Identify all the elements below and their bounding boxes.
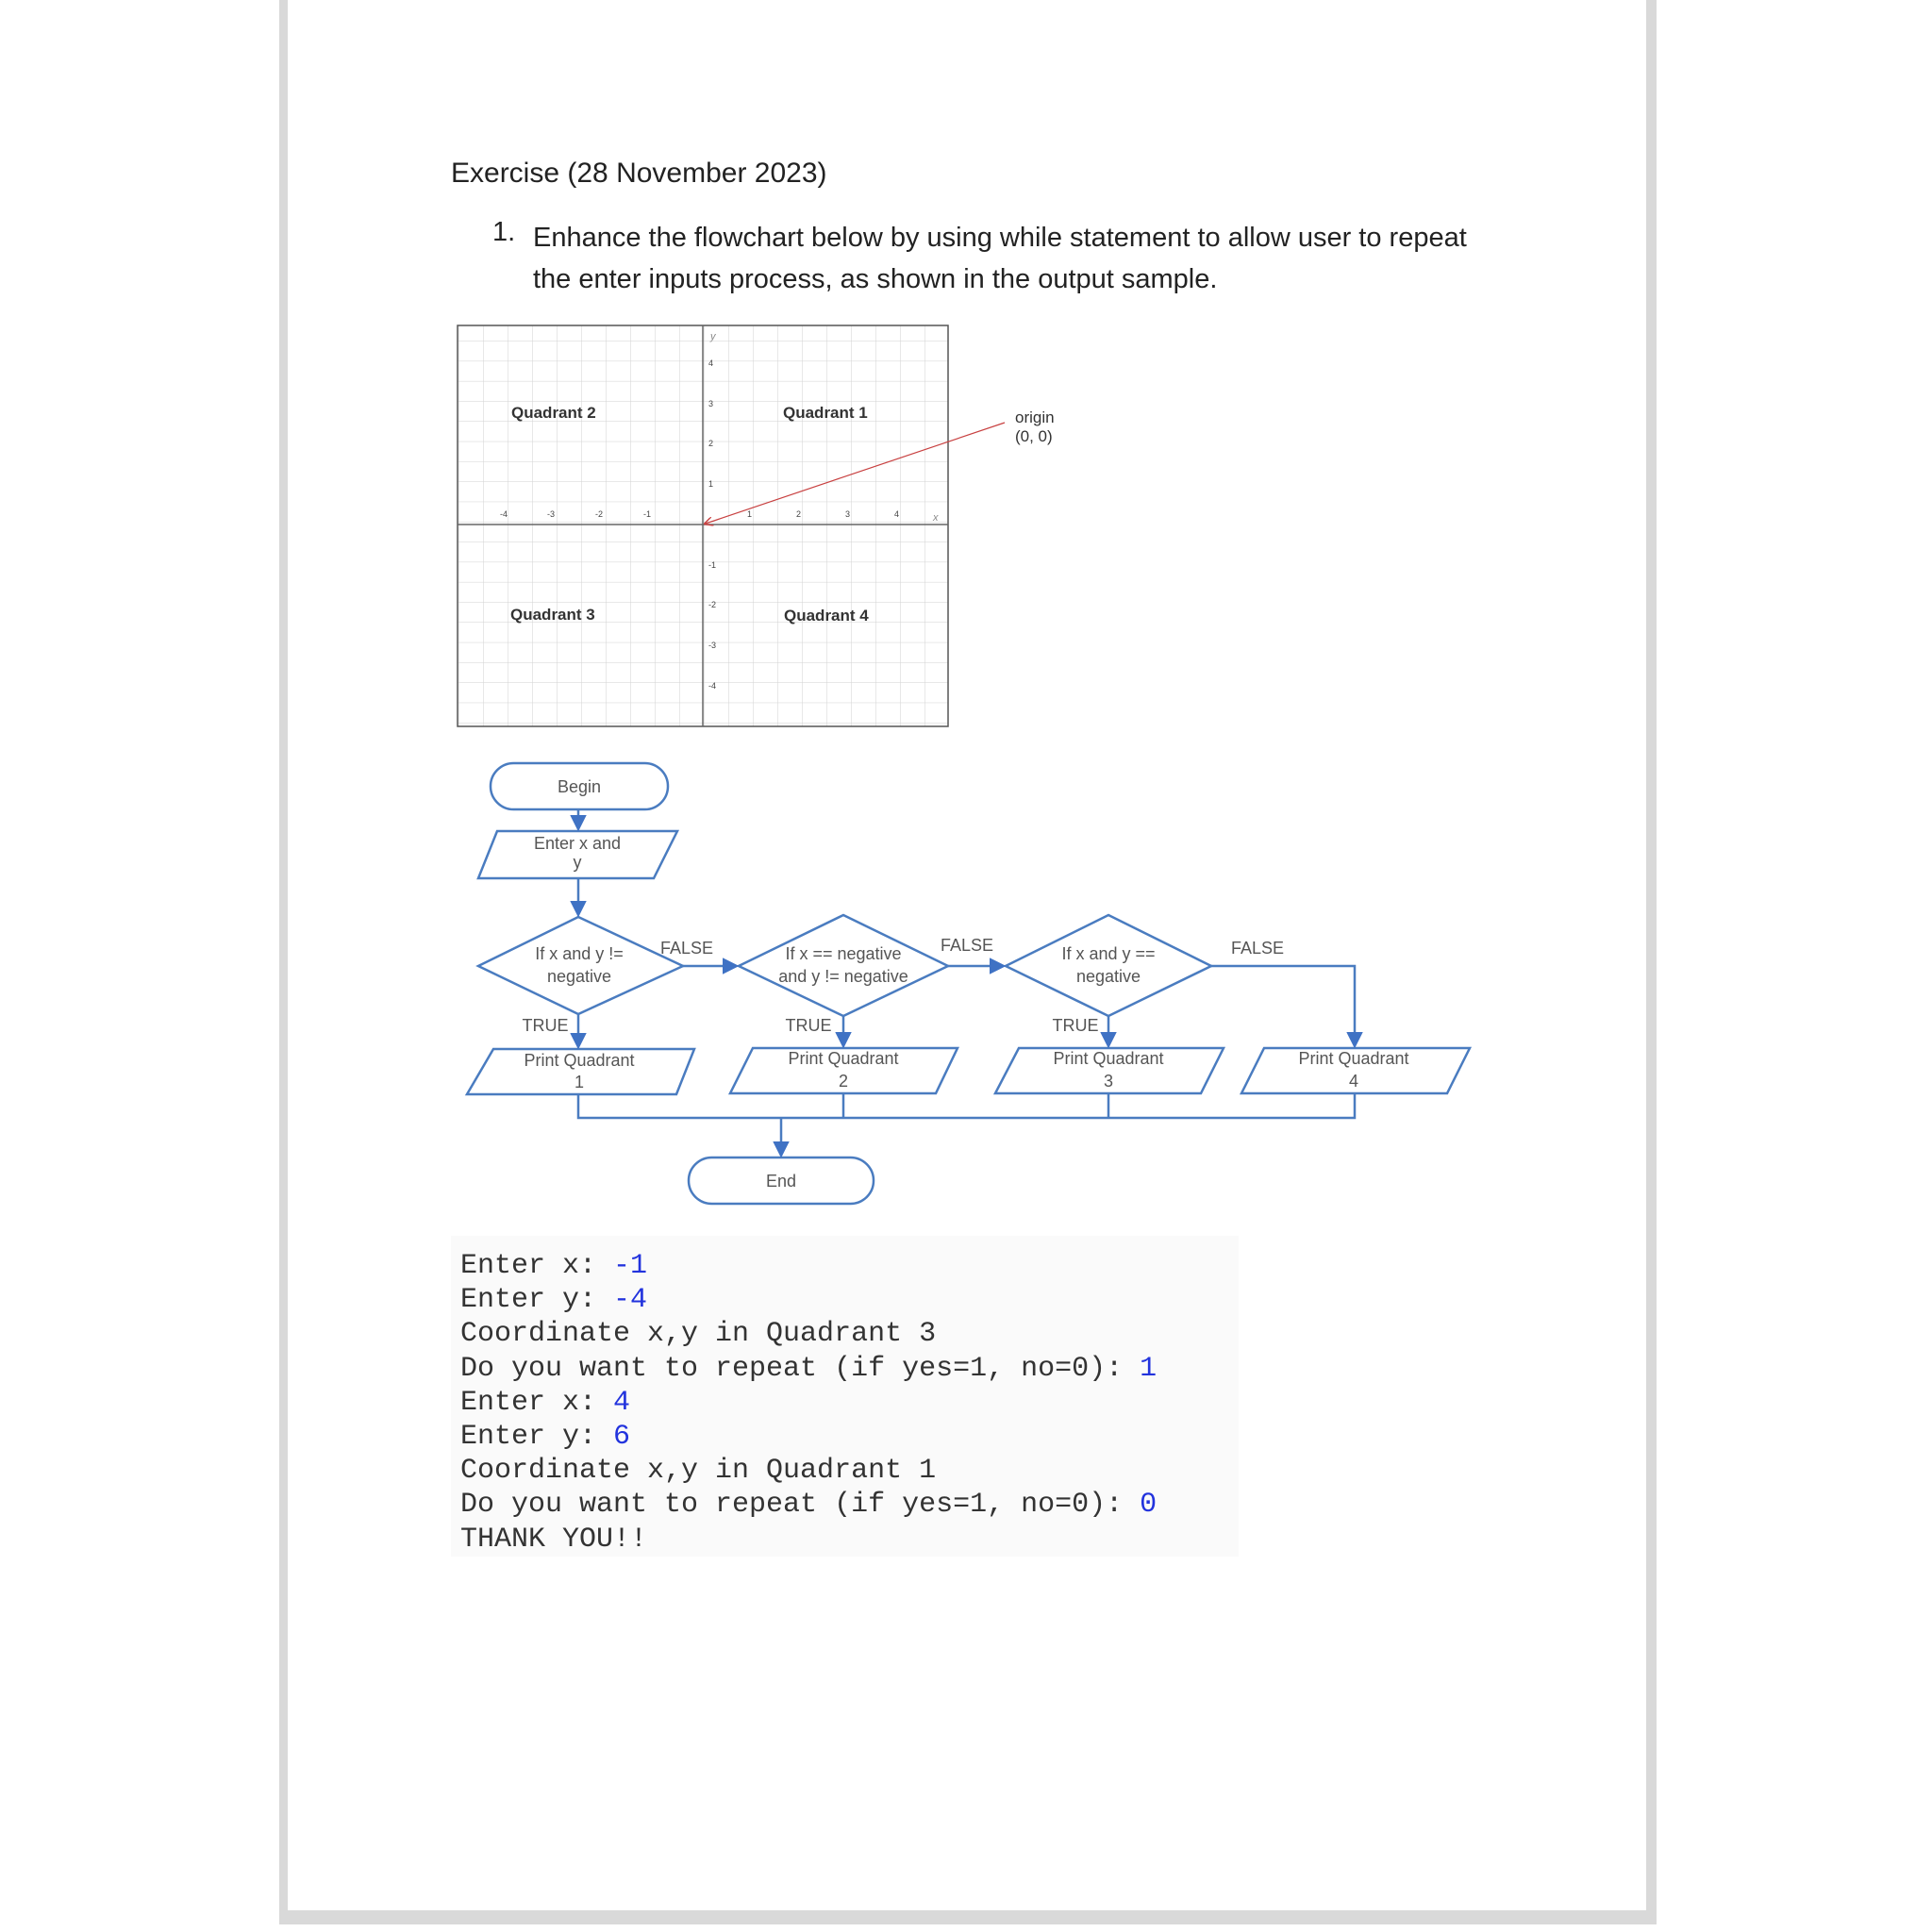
output-line (460, 1420, 1239, 1454)
print1-number: 1 (574, 1073, 585, 1091)
y-tick-3: 3 (708, 399, 714, 408)
exercise-heading: Exercise (28 November 2023) (451, 158, 827, 189)
output-line (460, 1386, 1239, 1420)
output-line (460, 1454, 1239, 1488)
output-line (460, 1523, 1239, 1557)
x-tick-neg-3: -3 (547, 509, 556, 519)
begin-text: Begin (557, 777, 602, 796)
decision1-text-line1: If x and y != (535, 944, 624, 963)
input-text-line1: Enter x and (533, 834, 622, 853)
decision2-text-line1: If x == negative (785, 944, 902, 963)
output-line-text: Do you want to repeat (if yes=1, no=0): (460, 1489, 1141, 1522)
y-axis-label: y (710, 331, 716, 342)
flowchart-labels (523, 777, 1409, 1191)
quadrant-4-label: Quadrant 4 (784, 607, 869, 625)
decision3-text-line1: If x and y == (1061, 944, 1156, 963)
output-line (460, 1283, 1239, 1317)
y-tick-2: 2 (708, 439, 714, 448)
output-line-text: Coordinate x,y in Quadrant 3 (460, 1318, 937, 1351)
output-line-value: 1 (1140, 1352, 1158, 1385)
x-axis-label: x (933, 512, 939, 524)
figure (453, 311, 1509, 1217)
x-tick-neg-1: -1 (643, 509, 652, 519)
output-line (460, 1317, 1239, 1351)
end-text: End (765, 1172, 797, 1191)
output-line-text: Enter x: (460, 1250, 614, 1282)
false-label-3: FALSE (1230, 939, 1285, 958)
decision-2 (739, 915, 948, 1016)
print2-text: Print Quadrant (788, 1049, 899, 1068)
output-line-text: Enter y: (460, 1284, 614, 1317)
output-line-value: 6 (613, 1420, 631, 1453)
true-label-2: TRUE (785, 1016, 832, 1035)
x-tick-3: 3 (845, 509, 851, 519)
output-line-text: THANK YOU!! (460, 1523, 648, 1556)
print3-text: Print Quadrant (1053, 1049, 1164, 1068)
exercise-instruction: Enhance the flowchart below by using while statement to allow user to repeat the enter inputs process, as shown in the output sample. (533, 223, 1467, 294)
quadrant-2-label: Quadrant 2 (511, 404, 596, 422)
join-line (578, 1093, 1355, 1118)
y-tick-neg-4: -4 (708, 681, 717, 691)
output-line-value: 0 (1140, 1489, 1158, 1522)
true-label-3: TRUE (1052, 1016, 1099, 1035)
arrow-dec3-print4 (1211, 966, 1355, 1045)
output-line-text: Coordinate x,y in Quadrant 1 (460, 1455, 937, 1488)
output-line-text: Enter y: (460, 1420, 614, 1453)
decision-3 (1006, 915, 1211, 1016)
origin-label: origin (1015, 408, 1055, 426)
output-line (460, 1488, 1239, 1522)
print4-text: Print Quadrant (1298, 1049, 1409, 1068)
print4-number: 4 (1348, 1072, 1359, 1091)
false-label-1: FALSE (659, 939, 714, 958)
origin-coords: (0, 0) (1015, 427, 1053, 445)
output-line-value: 4 (613, 1386, 631, 1419)
output-line (460, 1352, 1239, 1386)
true-label-1: TRUE (522, 1016, 569, 1035)
output-sample (451, 1236, 1239, 1557)
y-tick-1: 1 (708, 479, 714, 489)
coordinate-graph (458, 325, 1055, 726)
flowchart (467, 763, 1470, 1204)
x-tick-neg-2: -2 (595, 509, 604, 519)
output-line-text: Do you want to repeat (if yes=1, no=0): (460, 1352, 1141, 1385)
decision2-text-line2: and y != negative (778, 967, 908, 986)
y-tick-neg-1: -1 (708, 560, 717, 570)
quadrant-3-label: Quadrant 3 (510, 606, 595, 624)
decision3-text-line2: negative (1075, 967, 1141, 986)
y-tick-4: 4 (708, 358, 714, 368)
x-tick-2: 2 (796, 509, 802, 519)
y-tick-neg-3: -3 (708, 641, 717, 650)
decision-1 (478, 917, 683, 1014)
output-line-text: Enter x: (460, 1386, 614, 1419)
quadrant-1-label: Quadrant 1 (783, 404, 868, 422)
input-text-line2: y (573, 853, 582, 872)
output-line (460, 1249, 1239, 1283)
output-line-value: -1 (613, 1250, 648, 1282)
y-tick-neg-2: -2 (708, 600, 717, 609)
x-tick-neg-4: -4 (500, 509, 508, 519)
decision1-text-line2: negative (546, 967, 612, 986)
x-tick-4: 4 (894, 509, 900, 519)
print1-text: Print Quadrant (524, 1051, 635, 1070)
false-label-2: FALSE (940, 936, 994, 955)
list-item-number: 1. (492, 217, 516, 247)
x-tick-1: 1 (747, 509, 753, 519)
print3-number: 3 (1103, 1072, 1114, 1091)
print2-number: 2 (838, 1072, 849, 1091)
output-line-value: -4 (613, 1284, 648, 1317)
